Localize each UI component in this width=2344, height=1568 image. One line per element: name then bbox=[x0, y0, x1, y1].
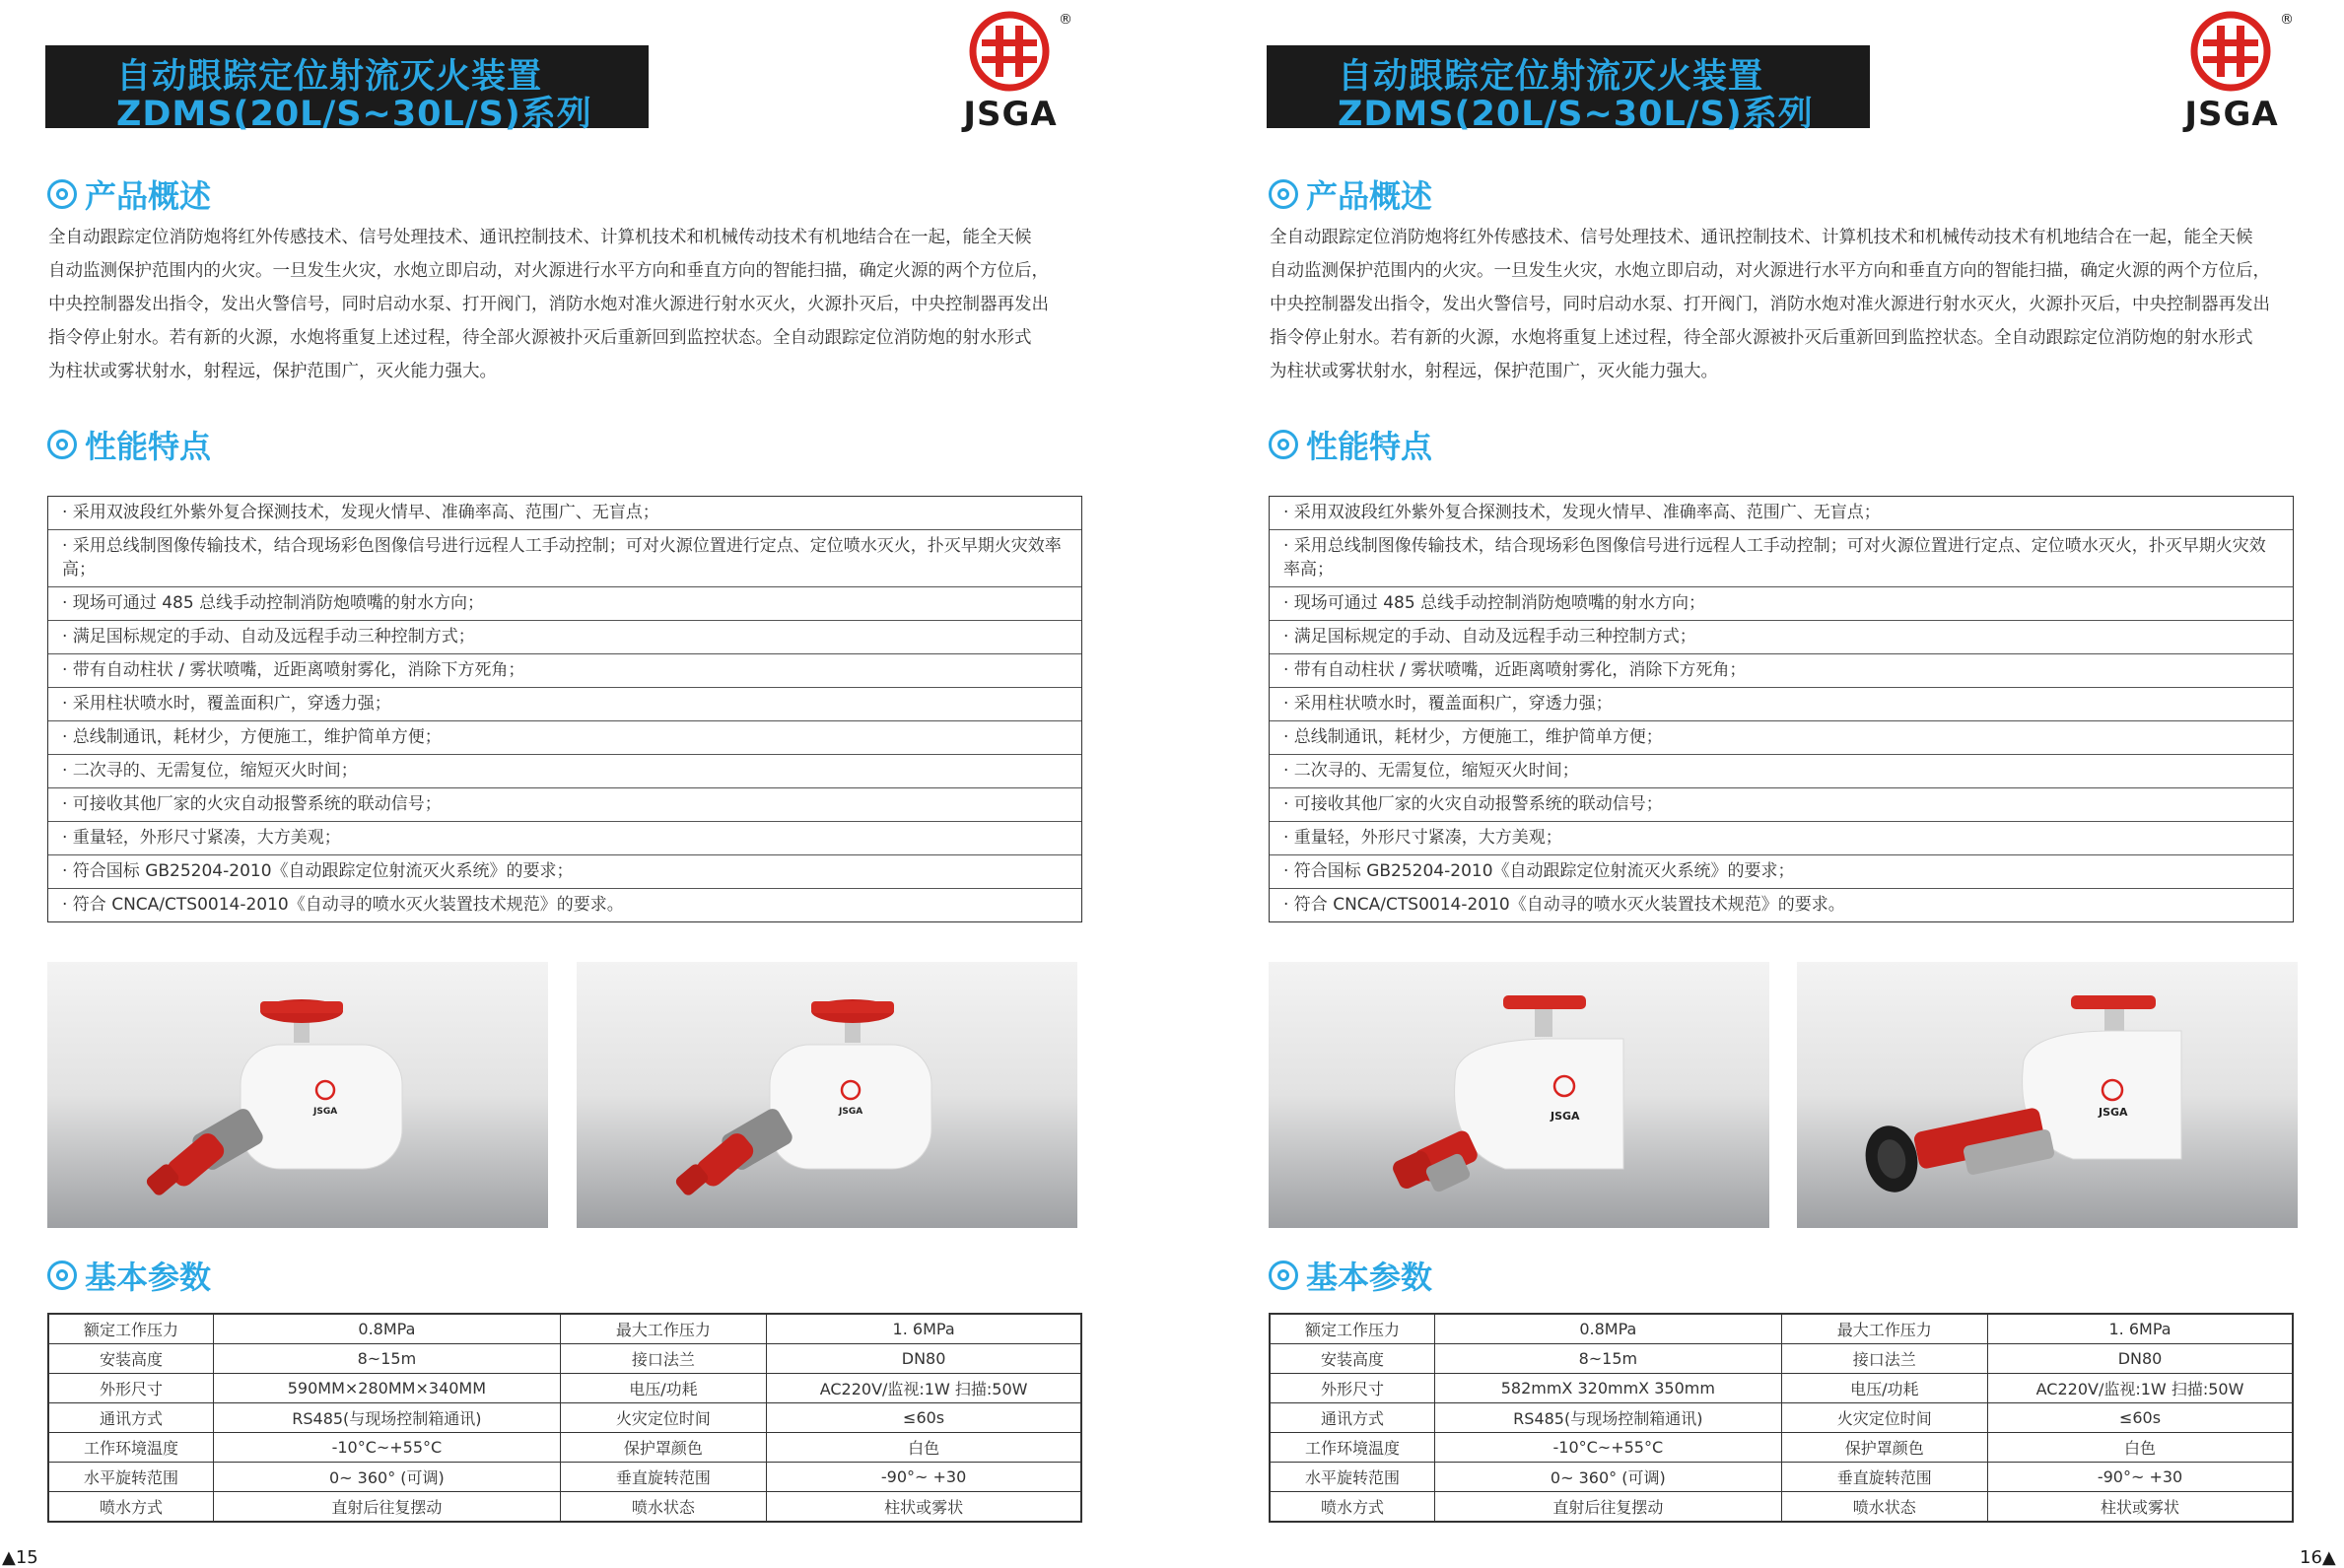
param-row bbox=[48, 1314, 1081, 1344]
overview-line: 全自动跟踪定位消防炮将红外传感技术、信号处理技术、通讯控制技术、计算机技术和机械传动技术有机地结合在一起，能全天候 bbox=[48, 228, 1032, 247]
feature-item: · 可接收其他厂家的火灾自动报警系统的联动信号； bbox=[48, 788, 1081, 822]
overview-line: 自动监测保护范围内的火灾。一旦发生火灾，水炮立即启动，对火源进行水平方向和垂直方向的智能扫描，确定火源的两个方位后， bbox=[1270, 261, 2270, 281]
param-label: 额定工作压力 bbox=[48, 1314, 214, 1344]
section-features-heading bbox=[1269, 422, 1432, 467]
product-photo bbox=[47, 962, 548, 1228]
feature-item: · 符合 CNCA/CTS0014-2010《自动寻的喷水灭火装置技术规范》的要求。 bbox=[1283, 895, 1845, 915]
overview-text bbox=[1270, 221, 2295, 388]
section-label: 基本参数 bbox=[1306, 1259, 1433, 1296]
feature-item: · 二次寻的、无需复位，缩短灭火时间； bbox=[48, 755, 1081, 788]
section-ring-icon bbox=[47, 1261, 77, 1290]
feature-list bbox=[47, 496, 1082, 922]
feature-item: · 采用柱状喷水时，覆盖面积广，穿透力强； bbox=[1270, 688, 2293, 721]
param-row bbox=[48, 1403, 1081, 1433]
param-value: 1. 6MPa bbox=[1988, 1314, 2293, 1344]
section-ring-icon bbox=[47, 430, 77, 459]
param-label: 通讯方式 bbox=[1270, 1403, 1435, 1433]
param-value: 582mmX 320mmX 350mm bbox=[1435, 1374, 1781, 1403]
param-value: 0.8MPa bbox=[1435, 1314, 1781, 1344]
overview-line: 全自动跟踪定位消防炮将红外传感技术、信号处理技术、通讯控制技术、计算机技术和机械传动技术有机地结合在一起，能全天候 bbox=[1270, 228, 2253, 247]
section-features-heading bbox=[47, 422, 211, 467]
param-label: 水平旋转范围 bbox=[1270, 1463, 1435, 1492]
feature-item: · 二次寻的、无需复位，缩短灭火时间； bbox=[1270, 755, 2293, 788]
param-value: 8~15m bbox=[1435, 1344, 1781, 1374]
param-row bbox=[1270, 1403, 2293, 1433]
overview-line: 为柱状或雾状射水，射程远，保护范围广，灭火能力强大。 bbox=[48, 362, 497, 381]
feature-list bbox=[1269, 496, 2294, 922]
section-label: 基本参数 bbox=[85, 1259, 212, 1296]
section-ring-icon bbox=[1269, 430, 1298, 459]
param-value: -10°C~+55°C bbox=[1435, 1433, 1781, 1463]
feature-item: · 符合 CNCA/CTS0014-2010《自动寻的喷水灭火装置技术规范》的要求。 bbox=[62, 895, 624, 915]
param-label: 电压/功耗 bbox=[1781, 1374, 1988, 1403]
param-label: 保护罩颜色 bbox=[560, 1433, 766, 1463]
registered-mark: ® bbox=[1059, 12, 1072, 28]
param-value: 直射后往复摆动 bbox=[214, 1492, 561, 1523]
section-label: 产品概述 bbox=[1306, 177, 1433, 215]
feature-item: · 可接收其他厂家的火灾自动报警系统的联动信号； bbox=[1270, 788, 2293, 822]
param-value: DN80 bbox=[767, 1344, 1081, 1374]
logo-emblem-icon bbox=[952, 4, 1080, 98]
title-line1: 自动跟踪定位射流灭火装置 bbox=[116, 57, 543, 97]
param-value: RS485(与现场控制箱通讯) bbox=[1435, 1403, 1781, 1433]
param-row bbox=[1270, 1374, 2293, 1403]
feature-item: · 采用总线制图像传输技术，结合现场彩色图像信号进行远程人工手动控制；可对火源位置进行定点、定位喷水灭火，扑灭早期火灾效率高； bbox=[48, 530, 1081, 587]
param-value: 0.8MPa bbox=[214, 1314, 561, 1344]
title-line1: 自动跟踪定位射流灭火装置 bbox=[1338, 57, 1764, 97]
feature-item: · 总线制通讯，耗材少，方便施工，维护简单方便； bbox=[48, 721, 1081, 755]
feature-item: · 符合国标 GB25204-2010《自动跟踪定位射流灭火系统》的要求； bbox=[1270, 855, 2293, 889]
jsga-logo bbox=[952, 4, 1080, 132]
param-label: 额定工作压力 bbox=[1270, 1314, 1435, 1344]
feature-item: · 满足国标规定的手动、自动及远程手动三种控制方式； bbox=[48, 621, 1081, 654]
feature-item: · 重量轻，外形尺寸紧凑，大方美观； bbox=[1270, 822, 2293, 855]
param-value: 白色 bbox=[1988, 1433, 2293, 1463]
title-line2: ZDMS(20L/S~30L/S)系列 bbox=[1338, 95, 1814, 134]
feature-item: · 采用双波段红外紫外复合探测技术，发现火情早、准确率高、范围广、无盲点； bbox=[1270, 497, 2293, 530]
param-label: 接口法兰 bbox=[1781, 1344, 1988, 1374]
param-row bbox=[1270, 1314, 2293, 1344]
param-label: 最大工作压力 bbox=[560, 1314, 766, 1344]
section-ring-icon bbox=[47, 179, 77, 209]
param-value: 590MM×280MM×340MM bbox=[214, 1374, 561, 1403]
param-label: 外形尺寸 bbox=[48, 1374, 214, 1403]
param-row bbox=[1270, 1463, 2293, 1492]
feature-item: · 带有自动柱状 / 雾状喷嘴，近距离喷射雾化，消除下方死角； bbox=[1270, 654, 2293, 688]
param-value: 直射后往复摆动 bbox=[1435, 1492, 1781, 1523]
param-row bbox=[48, 1492, 1081, 1523]
overview-line: 自动监测保护范围内的火灾。一旦发生火灾，水炮立即启动，对火源进行水平方向和垂直方向的智能扫描，确定火源的两个方位后， bbox=[48, 261, 1049, 281]
overview-line: 为柱状或雾状射水，射程远，保护范围广，灭火能力强大。 bbox=[1270, 362, 1718, 381]
feature-item: · 总线制通讯，耗材少，方便施工，维护简单方便； bbox=[1270, 721, 2293, 755]
param-row bbox=[1270, 1492, 2293, 1523]
svg-text:JSGA: JSGA bbox=[313, 1107, 338, 1117]
section-overview-heading bbox=[1269, 171, 1432, 217]
fire-monitor-device-icon bbox=[577, 962, 1077, 1228]
param-value: 柱状或雾状 bbox=[767, 1492, 1081, 1523]
param-label: 火灾定位时间 bbox=[1781, 1403, 1988, 1433]
param-row bbox=[48, 1374, 1081, 1403]
param-label: 安装高度 bbox=[48, 1344, 214, 1374]
feature-item: · 符合国标 GB25204-2010《自动跟踪定位射流灭火系统》的要求； bbox=[48, 855, 1081, 889]
overview-text bbox=[48, 221, 1083, 388]
param-label: 喷水方式 bbox=[1270, 1492, 1435, 1523]
param-label: 火灾定位时间 bbox=[560, 1403, 766, 1433]
section-ring-icon bbox=[1269, 179, 1298, 209]
param-row bbox=[48, 1344, 1081, 1374]
svg-text:JSGA: JSGA bbox=[2099, 1106, 2128, 1119]
param-label: 电压/功耗 bbox=[560, 1374, 766, 1403]
param-table bbox=[1269, 1313, 2294, 1523]
feature-item: · 采用柱状喷水时，覆盖面积广，穿透力强； bbox=[48, 688, 1081, 721]
param-value: DN80 bbox=[1988, 1344, 2293, 1374]
param-label: 喷水方式 bbox=[48, 1492, 214, 1523]
param-row bbox=[1270, 1433, 2293, 1463]
param-label: 保护罩颜色 bbox=[1781, 1433, 1988, 1463]
param-value: 8~15m bbox=[214, 1344, 561, 1374]
param-value: 白色 bbox=[767, 1433, 1081, 1463]
param-label: 通讯方式 bbox=[48, 1403, 214, 1433]
fire-monitor-device-icon bbox=[1797, 962, 2298, 1228]
logo-emblem-icon bbox=[2173, 4, 2302, 98]
feature-item: · 采用总线制图像传输技术，结合现场彩色图像信号进行远程人工手动控制；可对火源位置进行定点、定位喷水灭火，扑灭早期火灾效率高； bbox=[1270, 530, 2293, 587]
param-value: 0~ 360° (可调) bbox=[214, 1463, 561, 1492]
param-label: 接口法兰 bbox=[560, 1344, 766, 1374]
section-params-heading bbox=[1269, 1253, 1432, 1298]
param-row bbox=[1270, 1344, 2293, 1374]
param-table bbox=[47, 1313, 1082, 1523]
title-bar bbox=[1267, 45, 1870, 134]
registered-mark: ® bbox=[2280, 12, 2294, 28]
param-value: AC220V/监视:1W 扫描:50W bbox=[767, 1374, 1081, 1403]
product-photo bbox=[577, 962, 1077, 1228]
section-ring-icon bbox=[1269, 1261, 1298, 1290]
param-value: 0~ 360° (可调) bbox=[1435, 1463, 1781, 1492]
param-value: -90°~ +30 bbox=[767, 1463, 1081, 1492]
param-label: 工作环境温度 bbox=[1270, 1433, 1435, 1463]
param-value: ≤60s bbox=[767, 1403, 1081, 1433]
feature-item: · 采用双波段红外紫外复合探测技术，发现火情早、准确率高、范围广、无盲点； bbox=[48, 497, 1081, 530]
param-value: -10°C~+55°C bbox=[214, 1433, 561, 1463]
param-label: 垂直旋转范围 bbox=[560, 1463, 766, 1492]
svg-text:JSGA: JSGA bbox=[839, 1107, 863, 1117]
param-label: 安装高度 bbox=[1270, 1344, 1435, 1374]
overview-line: 指令停止射水。若有新的火源，水炮将重复上述过程，待全部火源被扑灭后重新回到监控状态。全自动跟踪定位消防炮的射水形式 bbox=[48, 328, 1032, 348]
jsga-logo bbox=[2173, 4, 2302, 132]
param-value: -90°~ +30 bbox=[1988, 1463, 2293, 1492]
param-label: 垂直旋转范围 bbox=[1781, 1463, 1988, 1492]
fire-monitor-device-icon bbox=[1269, 962, 1769, 1228]
section-label: 产品概述 bbox=[85, 177, 212, 215]
fire-monitor-device-icon bbox=[47, 962, 548, 1228]
feature-item: · 现场可通过 485 总线手动控制消防炮喷嘴的射水方向； bbox=[48, 587, 1081, 621]
section-params-heading bbox=[47, 1253, 211, 1298]
param-row bbox=[48, 1463, 1081, 1492]
overview-line: 中央控制器发出指令，发出火警信号，同时启动水泵、打开阀门，消防水炮对准火源进行射水灭火，火源扑灭后，中央控制器再发出 bbox=[1270, 295, 2270, 314]
section-label: 性能特点 bbox=[1306, 428, 1433, 465]
title-bar bbox=[45, 45, 649, 134]
overview-line: 指令停止射水。若有新的火源，水炮将重复上述过程，待全部火源被扑灭后重新回到监控状态。全自动跟踪定位消防炮的射水形式 bbox=[1270, 328, 2253, 348]
feature-item: · 带有自动柱状 / 雾状喷嘴，近距离喷射雾化，消除下方死角； bbox=[48, 654, 1081, 688]
title-line2: ZDMS(20L/S~30L/S)系列 bbox=[116, 95, 592, 134]
param-label: 喷水状态 bbox=[1781, 1492, 1988, 1523]
param-value: RS485(与现场控制箱通讯) bbox=[214, 1403, 561, 1433]
param-label: 水平旋转范围 bbox=[48, 1463, 214, 1492]
section-label: 性能特点 bbox=[85, 428, 212, 465]
logo-text: JSGA bbox=[2184, 95, 2279, 134]
product-photo bbox=[1269, 962, 1769, 1228]
overview-line: 中央控制器发出指令，发出火警信号，同时启动水泵、打开阀门，消防水炮对准火源进行射水灭火，火源扑灭后，中央控制器再发出 bbox=[48, 295, 1049, 314]
param-value: 1. 6MPa bbox=[767, 1314, 1081, 1344]
param-value: ≤60s bbox=[1988, 1403, 2293, 1433]
param-label: 外形尺寸 bbox=[1270, 1374, 1435, 1403]
section-overview-heading bbox=[47, 171, 211, 217]
param-value: AC220V/监视:1W 扫描:50W bbox=[1988, 1374, 2293, 1403]
right-page bbox=[1172, 0, 2344, 1568]
page-number: 16▲ bbox=[2300, 1547, 2336, 1568]
feature-item: · 重量轻，外形尺寸紧凑，大方美观； bbox=[48, 822, 1081, 855]
param-label: 最大工作压力 bbox=[1781, 1314, 1988, 1344]
param-row bbox=[48, 1433, 1081, 1463]
product-photo bbox=[1797, 962, 2298, 1228]
param-label: 喷水状态 bbox=[560, 1492, 766, 1523]
svg-text:JSGA: JSGA bbox=[1551, 1110, 1580, 1123]
param-label: 工作环境温度 bbox=[48, 1433, 214, 1463]
feature-item: · 现场可通过 485 总线手动控制消防炮喷嘴的射水方向； bbox=[1270, 587, 2293, 621]
page-number: ▲15 bbox=[2, 1547, 38, 1568]
param-value: 柱状或雾状 bbox=[1988, 1492, 2293, 1523]
feature-item: · 满足国标规定的手动、自动及远程手动三种控制方式； bbox=[1270, 621, 2293, 654]
logo-text: JSGA bbox=[963, 95, 1058, 134]
